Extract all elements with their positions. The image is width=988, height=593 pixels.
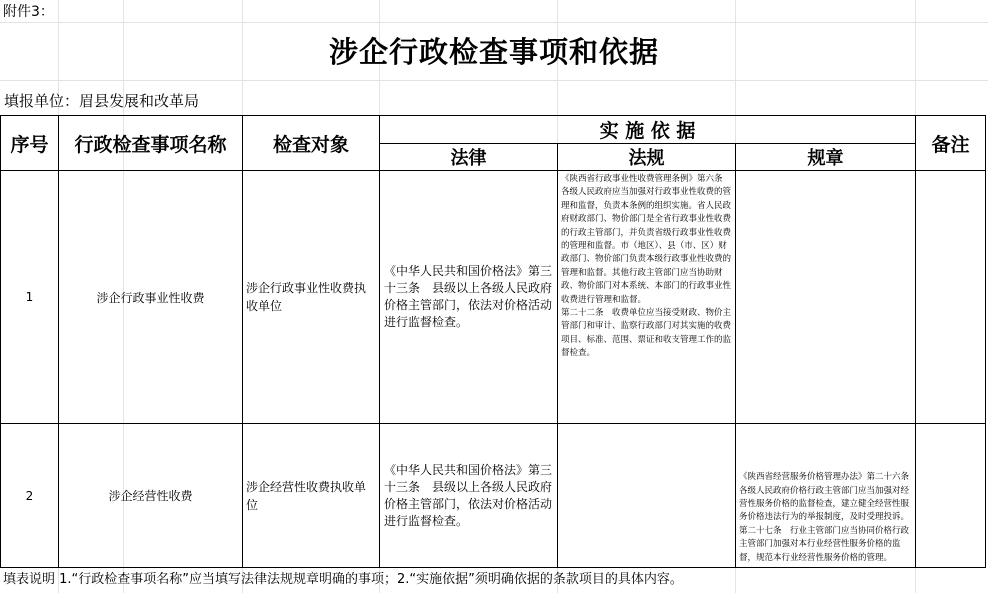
header-law[interactable]: 法律	[380, 144, 558, 171]
table-row	[1, 424, 986, 568]
regulation-paragraph: 《陕西省行政事业性收费管理条例》第六条 各级人民政府应当加强对行政事业性收费的管理和监督，负责本条例的组织实施。省人民政府财政部门、物价部门是全省行政事业性收费的行政主管部门，并负责省级行政事业性收费的管理和监督。市（地区）、县（市、区）财政部门、物价部门负责本级行政事业性收费的管理和监督。其他行政主管部门应当协助财政、物价部门对本系统、本部门的行政事业性收费进行管理和监督。	[561, 174, 732, 305]
header-item-name[interactable]: 行政检查事项名称	[59, 116, 243, 171]
page-title[interactable]: 涉企行政检查事项和依据	[328, 35, 659, 69]
row-regulation[interactable]	[558, 424, 736, 568]
row-remark[interactable]	[916, 171, 986, 424]
header-target[interactable]: 检查对象	[243, 116, 380, 171]
row-target[interactable]: 涉企经营性收费执收单位	[243, 424, 380, 568]
fill-instructions[interactable]: 填表说明 1.“行政检查事项名称”应当填写法律法规规章明确的事项；2.“实施依据”须明确依据的条款项目的具体内容。	[3, 572, 683, 587]
row-rule[interactable]	[736, 171, 916, 424]
row-law[interactable]: 《中华人民共和国价格法》第三十三条 县级以上各级人民政府价格主管部门，依法对价格活动进行监督检查。	[380, 171, 558, 424]
header-remark[interactable]: 备注	[916, 116, 986, 171]
table-row	[1, 171, 986, 424]
row-seq[interactable]: 1	[1, 171, 59, 424]
regulation-paragraph: 第二十二条 收费单位应当接受财政、物价主管部门和审计、监察行政部门对其实施的收费项目、标准、范围、票证和收支管理工作的监督检查。	[561, 308, 732, 359]
row-rule[interactable]	[736, 424, 916, 568]
row-item-name[interactable]: 涉企经营性收费	[59, 424, 243, 568]
attachment-label[interactable]: 附件3：	[3, 1, 57, 21]
header-rule[interactable]: 规章	[736, 144, 916, 171]
row-law[interactable]: 《中华人民共和国价格法》第三十三条 县级以上各级人民政府价格主管部门，依法对价格活动进行监督检查。	[380, 424, 558, 568]
gridline	[0, 80, 988, 81]
header-basis[interactable]: 实 施 依 据	[380, 116, 916, 144]
row-regulation[interactable]	[558, 171, 736, 424]
rule-paragraph: 《陕西省经营服务价格管理办法》第二十六条 各级人民政府价格行政主管部门应当加强对经营性服务价格的监督检查，建立健全经营性服务价格违法行为的举报制度，及时受理投诉。	[739, 472, 918, 523]
gridline	[0, 22, 988, 23]
row-item-name[interactable]: 涉企行政事业性收费	[59, 171, 243, 424]
row-remark[interactable]	[916, 424, 986, 568]
filing-unit[interactable]: 填报单位：眉县发展和改革局	[4, 92, 200, 110]
inspection-table	[0, 115, 986, 568]
header-seq[interactable]: 序号	[1, 116, 59, 171]
header-regulation[interactable]: 法规	[558, 144, 736, 171]
rule-paragraph: 第二十七条 行业主管部门应当协同价格行政主管部门加强对本行业经营性服务价格的监督，规范本行业经营性服务价格的管理。	[739, 525, 910, 563]
row-target[interactable]: 涉企行政事业性收费执收单位	[243, 171, 380, 424]
row-seq[interactable]: 2	[1, 424, 59, 568]
